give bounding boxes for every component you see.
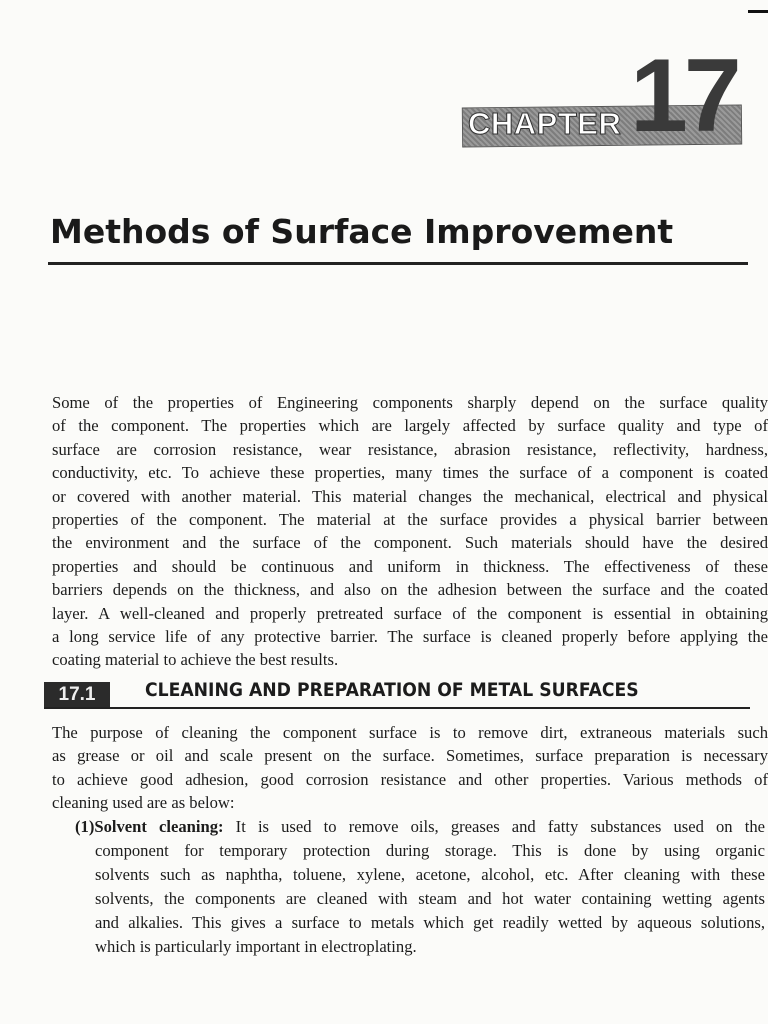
cleaning-method-list bbox=[75, 815, 765, 959]
chapter-title: Methods of Surface Improvement bbox=[50, 212, 674, 251]
list-marker: (1) bbox=[75, 817, 95, 836]
list-item-first-line bbox=[75, 815, 765, 839]
text-line: properties of the component. The material at the surface provides a physical barrier between bbox=[52, 509, 768, 529]
text-line: coating material to achieve the best results. bbox=[52, 650, 339, 670]
text-line: Some of the properties of Engineering components sharply depend on the surface quality bbox=[52, 393, 768, 412]
section-heading: CLEANING AND PREPARATION OF METAL SURFACES bbox=[145, 680, 639, 701]
text-line: surface are corrosion resistance, wear resistance, abrasion resistance, reflectivity, hardness, bbox=[52, 439, 768, 459]
text-line: solvents such as naphtha, toluene, xylene, acetone, alcohol, etc. After cleaning with these bbox=[95, 865, 765, 884]
text-line: barriers depends on the thickness, and also on the adhesion between the surface and the coated bbox=[52, 580, 768, 600]
text-line: to achieve good adhesion, good corrosion resistance and other properties. Various methods of bbox=[52, 769, 768, 789]
section-underline bbox=[44, 707, 750, 709]
chapter-number: 17 bbox=[630, 38, 738, 154]
text-line: a long service life of any protective barrier. The surface is cleaned properly before applying the bbox=[52, 626, 768, 646]
intro-paragraph bbox=[52, 391, 768, 672]
text-line: properties and should be continuous and uniform in thickness. The effectiveness of these bbox=[52, 556, 768, 576]
list-term: Solvent cleaning: bbox=[94, 817, 224, 836]
text-line: or covered with another material. This material changes the mechanical, electrical and physical bbox=[52, 486, 768, 506]
text-line: of the component. The properties which are largely affected by surface quality and type of bbox=[52, 416, 768, 436]
text-line: layer. A well-cleaned and properly pretreated surface of the component is essential in obtaining bbox=[52, 603, 768, 623]
text-line: which is particularly important in electroplating. bbox=[95, 937, 417, 956]
text-line: conductivity, etc. To achieve these properties, many times the surface of a component is coated bbox=[52, 463, 768, 483]
list-text: It is used to remove oils, greases and fatty substances used on the bbox=[223, 817, 765, 836]
text-line: The purpose of cleaning the component surface is to remove dirt, extraneous materials such bbox=[52, 723, 768, 742]
text-line: solvents, the components are cleaned with steam and hot water containing wetting agents bbox=[95, 889, 765, 908]
chapter-label: CHAPTER bbox=[468, 106, 622, 141]
text-line: the environment and the surface of the component. Such materials should have the desired bbox=[52, 533, 768, 553]
text-line: and alkalies. This gives a surface to metals which get readily wetted by aqueous solutions, bbox=[95, 913, 765, 932]
text-line: component for temporary protection during storage. This is done by using organic bbox=[95, 841, 765, 860]
page-corner-mark bbox=[748, 10, 768, 13]
text-line: as grease or oil and scale present on the surface. Sometimes, surface preparation is necessary bbox=[52, 746, 768, 766]
title-underline bbox=[48, 262, 748, 265]
text-line: cleaning used are as below: bbox=[52, 793, 235, 813]
section-paragraph bbox=[52, 721, 768, 815]
section-number: 17.1 bbox=[44, 682, 110, 707]
